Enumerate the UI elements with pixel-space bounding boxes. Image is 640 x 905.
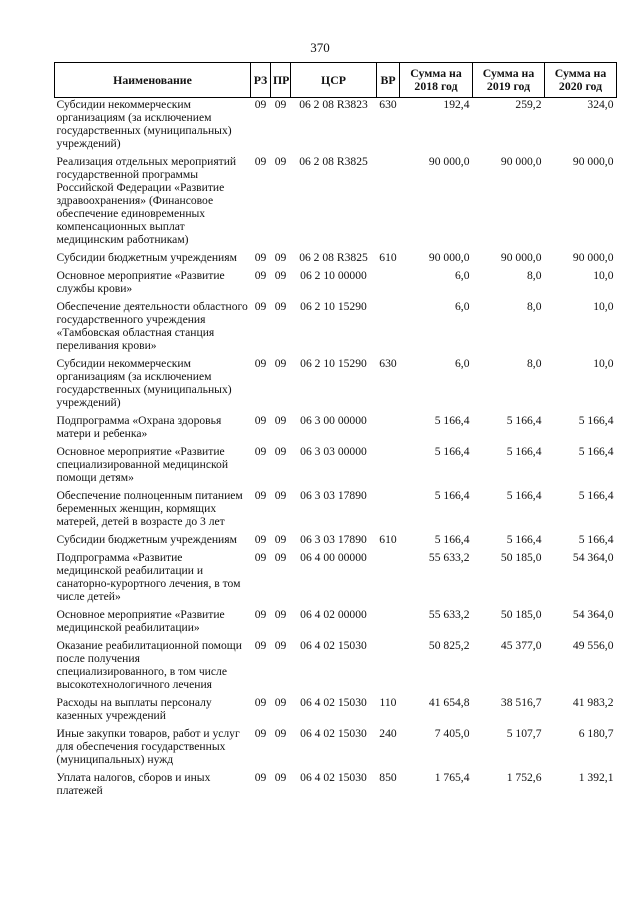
row-csr: 06 3 03 17890 xyxy=(300,533,367,546)
row-pr: 09 xyxy=(274,533,287,546)
row-rz: 09 xyxy=(254,489,267,502)
row-vr: 610 xyxy=(379,251,397,264)
row-rz: 09 xyxy=(254,551,267,564)
row-value-2019: 8,0 xyxy=(527,269,542,282)
row-name: Основное мероприятие «Развитие медицинской реабилитации» xyxy=(56,608,225,634)
table-row xyxy=(55,98,617,156)
row-value-2019: 259,2 xyxy=(515,98,542,111)
table-row xyxy=(55,251,617,269)
row-pr: 09 xyxy=(274,251,287,264)
row-vr xyxy=(377,445,400,489)
row-name: Субсидии бюджетным учреждениям xyxy=(56,533,237,546)
row-value-2020: 5 166,4 xyxy=(578,414,614,427)
row-value-2018: 5 166,4 xyxy=(434,489,470,502)
row-csr: 06 3 03 00000 xyxy=(300,445,367,458)
row-name: Иные закупки товаров, работ и услуг для обеспечения государственных (муниципальных) нужд xyxy=(56,727,240,766)
row-pr: 09 xyxy=(274,269,287,282)
table-row xyxy=(55,489,617,533)
row-csr: 06 2 08 R3823 xyxy=(299,98,368,111)
row-value-2020: 5 166,4 xyxy=(578,445,614,458)
row-rz: 09 xyxy=(254,155,267,168)
table-row xyxy=(55,608,617,639)
row-rz: 09 xyxy=(254,98,267,111)
row-value-2020: 10,0 xyxy=(593,357,614,370)
table-row xyxy=(55,533,617,551)
row-value-2019: 8,0 xyxy=(527,357,542,370)
row-rz: 09 xyxy=(254,445,267,458)
row-rz: 09 xyxy=(254,608,267,621)
row-value-2018: 6,0 xyxy=(455,269,470,282)
row-name: Обеспечение полноценным питанием беременных женщин, кормящих матерей, детей в возрасте до 3 лет xyxy=(56,489,243,528)
row-name: Реализация отдельных мероприятий государственной программы Российской Федерации «Развитие здравоохранения» (Финансовое обеспечение единовременных компенсационных выплат медицинским работникам) xyxy=(56,155,237,246)
row-value-2018: 5 166,4 xyxy=(434,533,470,546)
row-pr: 09 xyxy=(274,98,287,111)
row-rz: 09 xyxy=(254,727,267,740)
row-name: Субсидии некоммерческим организациям (за исключением государственных (муниципальных) учреждений) xyxy=(56,98,232,150)
row-csr: 06 3 03 17890 xyxy=(300,489,367,502)
row-value-2018: 192,4 xyxy=(443,98,470,111)
row-csr: 06 4 02 15030 xyxy=(300,639,367,652)
row-pr: 09 xyxy=(274,639,287,652)
row-value-2019: 90 000,0 xyxy=(500,155,542,168)
row-name: Основное мероприятие «Развитие службы крови» xyxy=(56,269,225,295)
table-row xyxy=(55,300,617,357)
row-value-2018: 50 825,2 xyxy=(428,639,470,652)
row-csr: 06 4 02 15030 xyxy=(300,696,367,709)
row-pr: 09 xyxy=(274,300,287,313)
row-pr: 09 xyxy=(274,771,287,784)
row-vr xyxy=(377,414,400,445)
row-vr: 630 xyxy=(379,357,397,370)
header-name: Наименование xyxy=(55,63,251,98)
row-vr xyxy=(377,551,400,608)
row-vr xyxy=(377,300,400,357)
row-rz: 09 xyxy=(254,251,267,264)
row-pr: 09 xyxy=(274,155,287,168)
header-2019: Сумма на 2019 год xyxy=(473,63,545,98)
row-value-2018: 55 633,2 xyxy=(428,608,470,621)
table-row xyxy=(55,269,617,300)
row-value-2018: 41 654,8 xyxy=(428,696,470,709)
row-vr: 110 xyxy=(379,696,397,709)
page-number: 370 xyxy=(310,40,330,55)
row-pr: 09 xyxy=(274,414,287,427)
row-value-2018: 5 166,4 xyxy=(434,414,470,427)
row-value-2018: 55 633,2 xyxy=(428,551,470,564)
row-value-2019: 5 166,4 xyxy=(506,489,542,502)
row-name: Субсидии некоммерческим организациям (за исключением государственных (муниципальных) учреждений) xyxy=(56,357,232,409)
row-vr xyxy=(377,639,400,696)
table-row xyxy=(55,639,617,696)
row-name: Подпрограмма «Развитие медицинской реабилитации и санаторно-курортного лечения, в том числе детей» xyxy=(56,551,241,603)
row-value-2019: 5 166,4 xyxy=(506,533,542,546)
row-vr xyxy=(377,155,400,251)
row-pr: 09 xyxy=(274,489,287,502)
row-name: Основное мероприятие «Развитие специализированной медицинской помощи детям» xyxy=(56,445,229,484)
row-value-2020: 10,0 xyxy=(593,300,614,313)
header-2020: Сумма на 2020 год xyxy=(545,63,617,98)
row-pr: 09 xyxy=(274,357,287,370)
row-csr: 06 2 10 00000 xyxy=(300,269,367,282)
row-csr: 06 3 00 00000 xyxy=(300,414,367,427)
row-value-2019: 5 166,4 xyxy=(506,445,542,458)
row-name: Обеспечение деятельности областного государственного учреждения «Тамбовская областная станция переливания крови» xyxy=(56,300,248,352)
row-value-2018: 5 166,4 xyxy=(434,445,470,458)
header-pr: ПР xyxy=(271,63,291,98)
row-rz: 09 xyxy=(254,533,267,546)
row-value-2019: 45 377,0 xyxy=(500,639,542,652)
table-row xyxy=(55,414,617,445)
row-vr xyxy=(377,269,400,300)
table-row xyxy=(55,551,617,608)
row-name: Субсидии бюджетным учреждениям xyxy=(56,251,237,264)
table-row xyxy=(55,771,617,802)
row-name: Расходы на выплаты персоналу казенных учреждений xyxy=(56,696,212,722)
header-csr: ЦСР xyxy=(291,63,377,98)
row-value-2018: 6,0 xyxy=(455,300,470,313)
row-csr: 06 2 08 R3825 xyxy=(299,155,368,168)
row-vr: 610 xyxy=(379,533,397,546)
row-rz: 09 xyxy=(254,269,267,282)
row-rz: 09 xyxy=(254,414,267,427)
row-value-2019: 50 185,0 xyxy=(500,608,542,621)
table-row xyxy=(55,696,617,727)
row-value-2019: 8,0 xyxy=(527,300,542,313)
row-csr: 06 4 02 00000 xyxy=(300,608,367,621)
table-row xyxy=(55,445,617,489)
row-rz: 09 xyxy=(254,771,267,784)
row-name: Уплата налогов, сборов и иных платежей xyxy=(56,771,211,797)
table-row xyxy=(55,357,617,414)
row-value-2020: 324,0 xyxy=(587,98,614,111)
row-value-2020: 41 983,2 xyxy=(572,696,614,709)
row-vr xyxy=(377,489,400,533)
row-value-2020: 54 364,0 xyxy=(572,608,614,621)
budget-table xyxy=(54,62,617,802)
row-vr: 630 xyxy=(379,98,397,111)
row-csr: 06 4 02 15030 xyxy=(300,727,367,740)
row-value-2020: 10,0 xyxy=(593,269,614,282)
row-value-2018: 7 405,0 xyxy=(434,727,470,740)
row-value-2020: 6 180,7 xyxy=(578,727,614,740)
header-rz: РЗ xyxy=(251,63,271,98)
row-name: Оказание реабилитационной помощи после получения специализированного, в том числе высокотехнологичного лечения xyxy=(56,639,242,691)
row-rz: 09 xyxy=(254,696,267,709)
row-pr: 09 xyxy=(274,727,287,740)
row-value-2019: 1 752,6 xyxy=(506,771,542,784)
row-csr: 06 2 08 R3825 xyxy=(299,251,368,264)
header-2018: Сумма на 2018 год xyxy=(400,63,473,98)
row-value-2018: 90 000,0 xyxy=(428,251,470,264)
row-value-2018: 6,0 xyxy=(455,357,470,370)
table-row xyxy=(55,727,617,771)
row-value-2018: 1 765,4 xyxy=(434,771,470,784)
row-name: Подпрограмма «Охрана здоровья матери и ребенка» xyxy=(56,414,222,440)
row-vr xyxy=(377,608,400,639)
row-value-2018: 90 000,0 xyxy=(428,155,470,168)
row-value-2020: 1 392,1 xyxy=(578,771,614,784)
row-pr: 09 xyxy=(274,551,287,564)
row-value-2020: 54 364,0 xyxy=(572,551,614,564)
row-value-2019: 90 000,0 xyxy=(500,251,542,264)
row-rz: 09 xyxy=(254,357,267,370)
row-value-2020: 49 556,0 xyxy=(572,639,614,652)
row-value-2019: 38 516,7 xyxy=(500,696,542,709)
row-value-2020: 90 000,0 xyxy=(572,155,614,168)
row-pr: 09 xyxy=(274,445,287,458)
row-value-2019: 5 166,4 xyxy=(506,414,542,427)
row-value-2019: 5 107,7 xyxy=(506,727,542,740)
row-vr: 240 xyxy=(379,727,397,740)
header-vr: ВР xyxy=(377,63,400,98)
row-rz: 09 xyxy=(254,639,267,652)
row-csr: 06 2 10 15290 xyxy=(300,300,367,313)
row-pr: 09 xyxy=(274,608,287,621)
row-csr: 06 4 00 00000 xyxy=(300,551,367,564)
row-pr: 09 xyxy=(274,696,287,709)
row-rz: 09 xyxy=(254,300,267,313)
row-vr: 850 xyxy=(379,771,397,784)
row-csr: 06 4 02 15030 xyxy=(300,771,367,784)
row-value-2019: 50 185,0 xyxy=(500,551,542,564)
table-row xyxy=(55,155,617,251)
table-header-row xyxy=(55,63,617,98)
row-value-2020: 5 166,4 xyxy=(578,533,614,546)
row-value-2020: 5 166,4 xyxy=(578,489,614,502)
row-csr: 06 2 10 15290 xyxy=(300,357,367,370)
row-value-2020: 90 000,0 xyxy=(572,251,614,264)
